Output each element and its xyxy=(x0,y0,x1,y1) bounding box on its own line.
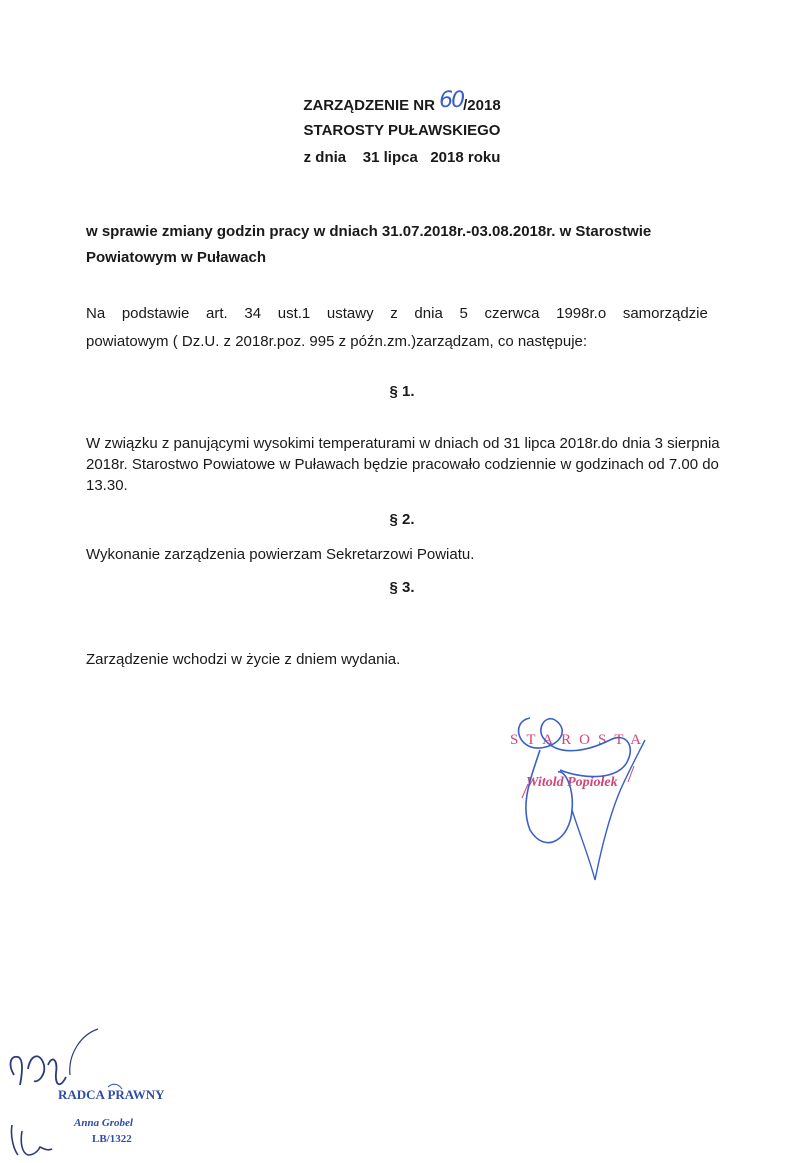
legal-advisor-stamp-title: RADCA PRAWNY xyxy=(58,1087,165,1102)
legal-advisor-stamp-number: LB/1322 xyxy=(92,1133,132,1145)
section-3-text: Zarządzenie wchodzi w życie z dniem wydania. xyxy=(86,651,401,668)
basis-word: 34 xyxy=(244,305,262,322)
basis-word: Na xyxy=(86,305,106,322)
basis-word: z xyxy=(390,305,398,322)
starosta-stamp-name: Witold Popiołek xyxy=(526,775,618,790)
basis-word: podstawie xyxy=(121,305,190,322)
legal-basis-line-1 xyxy=(86,300,708,328)
starosta-signature-block xyxy=(500,710,660,890)
starosta-signature xyxy=(500,710,660,890)
section-1-text: W związku z panującymi wysokimi temperaturami w dniach od 31 lipca 2018r.do dnia 3 sierpnia 2018r. Starostwo Powiatowe w Puławach będzie pracowało codziennie w godzinach od 7.00 do 13.30. xyxy=(86,435,720,494)
basis-word: ust.1 xyxy=(277,305,311,322)
title-line-1 xyxy=(0,90,804,119)
handwritten-number: 60 xyxy=(439,88,464,113)
basis-word: samorządzie xyxy=(622,305,708,322)
legal-advisor-stamp-name: Anna Grobel xyxy=(74,1117,133,1129)
basis-word: czerwca xyxy=(484,305,540,322)
starosta-stamp-title: STAROSTA xyxy=(510,732,650,748)
title-prefix: ZARZĄDZENIE NR xyxy=(303,97,440,114)
subject-paragraph: w sprawie zmiany godzin pracy w dniach 31.07.2018r.-03.08.2018r. w Starostwie Powiatowym w Puławach xyxy=(86,223,652,266)
title-suffix: /2018 xyxy=(463,97,501,114)
legal-basis xyxy=(86,300,708,356)
legal-advisor-stamp-block xyxy=(0,1025,200,1163)
section-1-label: § 1. xyxy=(389,383,415,400)
basis-word: art. xyxy=(206,305,228,322)
basis-word: ustawy xyxy=(326,305,374,322)
legal-basis-line-2: powiatowym ( Dz.U. z 2018r.poz. 995 z późn.zm.)zarządzam, co następuje: xyxy=(86,333,588,350)
basis-word: 1998r.o xyxy=(556,305,607,322)
section-3-label: § 3. xyxy=(389,579,415,596)
section-2-text: Wykonanie zarządzenia powierzam Sekretarzowi Powiatu. xyxy=(86,546,475,563)
title-date-line: z dnia 31 lipca 2018 roku xyxy=(303,149,501,166)
basis-word: 5 xyxy=(459,305,468,322)
basis-word: dnia xyxy=(414,305,443,322)
section-2-label: § 2. xyxy=(389,511,415,528)
title-line-2: STAROSTY PUŁAWSKIEGO xyxy=(303,122,501,139)
